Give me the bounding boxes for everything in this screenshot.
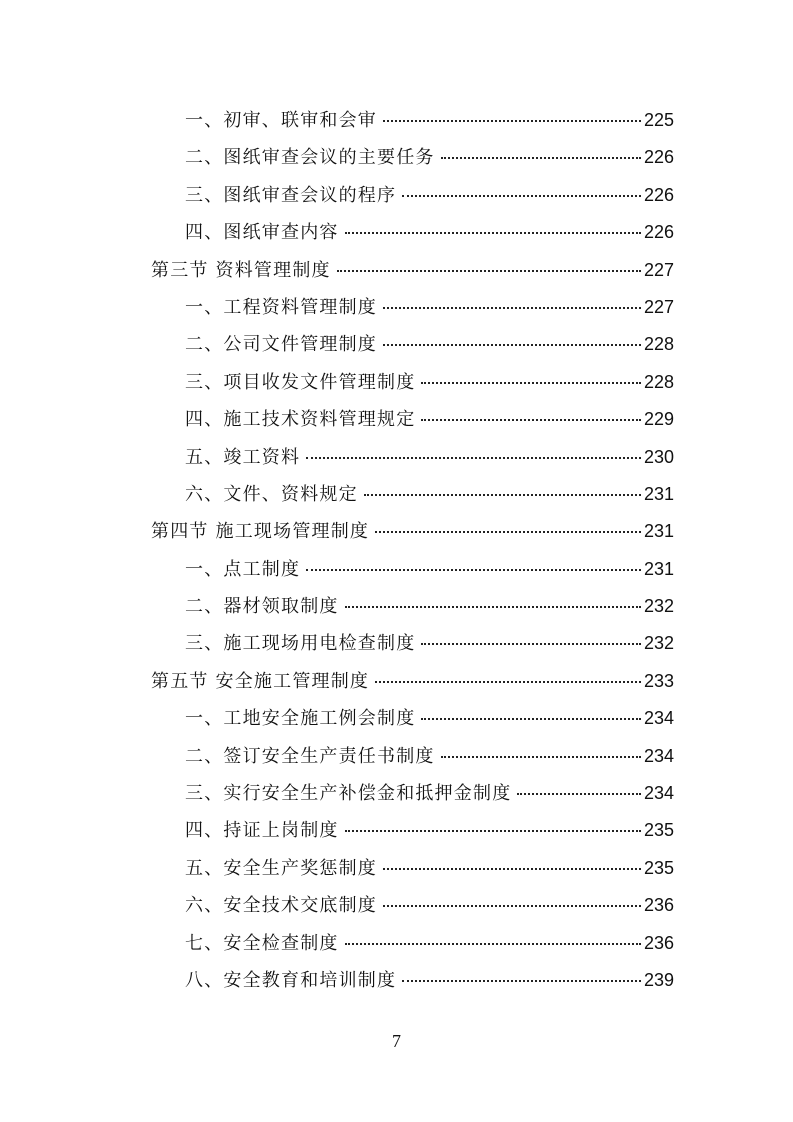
toc-entry-page: 239 [643, 969, 674, 990]
toc-entry[interactable] [151, 476, 674, 513]
dot-leader [441, 157, 641, 159]
dot-leader [306, 457, 641, 459]
toc-entry[interactable] [151, 401, 674, 438]
toc-entry-label: 二、器材领取制度 [185, 596, 339, 618]
toc-entry[interactable] [151, 439, 674, 476]
toc-entry-label: 一、工程资料管理制度 [185, 296, 377, 318]
toc-entry-page: 227 [643, 259, 674, 280]
toc-entry-label: 七、安全检查制度 [185, 932, 339, 954]
toc-entry-page: 228 [643, 334, 674, 355]
toc-entry-page: 230 [643, 446, 674, 467]
toc-entry-label: 二、图纸审查会议的主要任务 [185, 147, 435, 169]
toc-section-entry[interactable] [151, 252, 674, 289]
page-number: 7 [392, 1031, 401, 1051]
toc-entry[interactable] [151, 625, 674, 662]
dot-leader [345, 232, 641, 234]
toc-entry-label: 三、图纸审查会议的程序 [185, 184, 397, 206]
toc-entry-label: 三、项目收发文件管理制度 [185, 371, 416, 393]
toc-entry-page: 231 [643, 521, 674, 542]
toc-entry-label: 二、公司文件管理制度 [185, 334, 377, 356]
dot-leader [383, 120, 641, 122]
toc-entry[interactable] [151, 551, 674, 588]
toc-entry[interactable] [151, 962, 674, 999]
toc-entry-page: 231 [643, 558, 674, 579]
dot-leader [402, 980, 641, 982]
dot-leader [421, 643, 641, 645]
dot-leader [306, 569, 641, 571]
toc-entry-page: 228 [643, 371, 674, 392]
toc-entry-label: 五、竣工资料 [185, 446, 301, 468]
toc-entry[interactable] [151, 289, 674, 326]
toc-entry[interactable] [151, 775, 674, 812]
dot-leader [421, 382, 641, 384]
toc-entry[interactable] [151, 700, 674, 737]
toc-entry-page: 232 [643, 596, 674, 617]
toc-entry-label: 五、安全生产奖惩制度 [185, 857, 377, 879]
toc-entry-label: 六、安全技术交底制度 [185, 895, 377, 917]
toc-section-entry[interactable] [151, 663, 674, 700]
toc-entry-label: 三、实行安全生产补偿金和抵押金制度 [185, 783, 512, 805]
toc-entry[interactable] [151, 214, 674, 251]
dot-leader [441, 756, 641, 758]
toc-entry-label: 第三节 资料管理制度 [151, 259, 331, 281]
toc-entry-label: 三、施工现场用电检查制度 [185, 633, 416, 655]
toc-entry-label: 四、图纸审查内容 [185, 222, 339, 244]
toc-entry-page: 234 [643, 708, 674, 729]
toc-entry-page: 236 [643, 932, 674, 953]
toc-entry-label: 第五节 安全施工管理制度 [151, 670, 370, 692]
dot-leader [383, 307, 641, 309]
dot-leader [402, 195, 641, 197]
dot-leader [517, 793, 641, 795]
toc-entry-page: 226 [643, 147, 674, 168]
dot-leader [383, 344, 641, 346]
table-of-contents [151, 102, 674, 999]
toc-entry[interactable] [151, 850, 674, 887]
dot-leader [345, 606, 641, 608]
dot-leader [345, 943, 641, 945]
toc-entry[interactable] [151, 887, 674, 924]
toc-entry-page: 226 [643, 222, 674, 243]
toc-entry-page: 234 [643, 783, 674, 804]
toc-section-entry[interactable] [151, 513, 674, 550]
dot-leader [364, 494, 641, 496]
toc-entry-label: 一、点工制度 [185, 558, 301, 580]
toc-entry-page: 235 [643, 820, 674, 841]
toc-entry-page: 233 [643, 670, 674, 691]
toc-entry-page: 236 [643, 895, 674, 916]
dot-leader [345, 830, 641, 832]
toc-entry[interactable] [151, 326, 674, 363]
toc-entry[interactable] [151, 364, 674, 401]
toc-entry-label: 八、安全教育和培训制度 [185, 969, 397, 991]
toc-entry[interactable] [151, 139, 674, 176]
dot-leader [375, 681, 641, 683]
toc-entry[interactable] [151, 925, 674, 962]
toc-entry[interactable] [151, 177, 674, 214]
toc-entry-label: 六、文件、资料规定 [185, 483, 358, 505]
toc-entry-label: 第四节 施工现场管理制度 [151, 521, 370, 543]
dot-leader [421, 419, 641, 421]
toc-entry-page: 229 [643, 409, 674, 430]
toc-entry-page: 235 [643, 857, 674, 878]
dot-leader [337, 270, 641, 272]
toc-entry-label: 一、初审、联审和会审 [185, 110, 377, 131]
toc-entry[interactable] [151, 812, 674, 849]
toc-entry-page: 225 [643, 110, 674, 130]
toc-entry[interactable] [151, 102, 674, 139]
toc-entry-label: 一、工地安全施工例会制度 [185, 708, 416, 730]
toc-entry-label: 四、持证上岗制度 [185, 820, 339, 842]
toc-entry-page: 234 [643, 745, 674, 766]
toc-entry-page: 232 [643, 633, 674, 654]
toc-entry-label: 二、签订安全生产责任书制度 [185, 745, 435, 767]
toc-entry-page: 231 [643, 483, 674, 504]
dot-leader [375, 531, 641, 533]
dot-leader [383, 905, 641, 907]
toc-entry-label: 四、施工技术资料管理规定 [185, 409, 416, 431]
toc-entry[interactable] [151, 738, 674, 775]
toc-entry-page: 227 [643, 296, 674, 317]
dot-leader [421, 718, 641, 720]
toc-entry-page: 226 [643, 184, 674, 205]
toc-entry[interactable] [151, 588, 674, 625]
dot-leader [383, 868, 641, 870]
